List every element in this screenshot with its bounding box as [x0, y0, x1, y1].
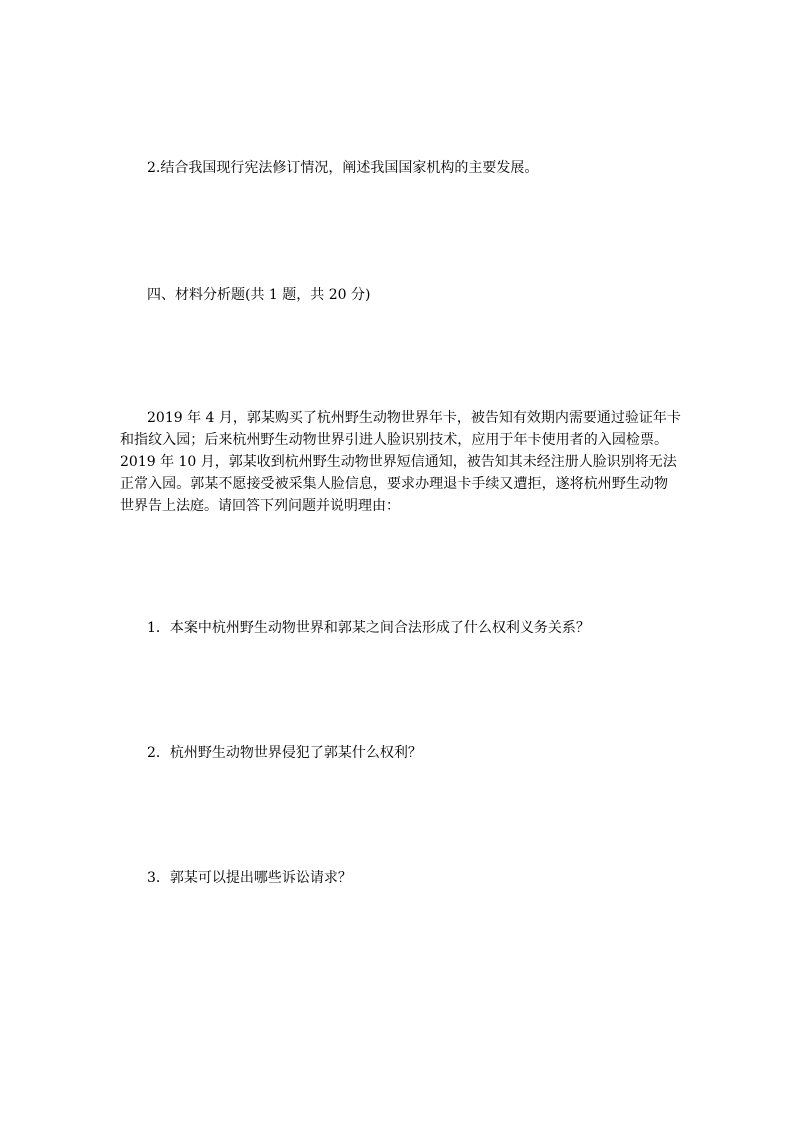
analysis-question-1: 1．本案中杭州野生动物世界和郭某之间合法形成了什么权利义务关系？: [147, 620, 590, 636]
material-line: 正常入园。郭某不愿接受被采集人脸信息，要求办理退卡手续又遭拒，遂将杭州野生动物: [120, 476, 668, 492]
essay-question-2: 2.结合我国现行宪法修订情况，阐述我国国家机构的主要发展。: [147, 160, 539, 176]
case-material: [120, 407, 681, 517]
section-heading: 四、材料分析题(共 1 题，共 20 分): [147, 287, 371, 303]
analysis-question-3: 3．郭某可以提出哪些诉讼请求？: [147, 870, 352, 886]
material-line: 2019 年 4 月，郭某购买了杭州野生动物世界年卡，被告知有效期内需要通过验证年卡: [147, 410, 681, 426]
analysis-question-2: 2．杭州野生动物世界侵犯了郭某什么权利？: [147, 745, 422, 761]
material-line: 世界告上法庭。请回答下列问题并说明理由：: [120, 498, 400, 514]
material-line: 和指纹入园；后来杭州野生动物世界引进人脸识别技术，应用于年卡使用者的入园检票。: [120, 432, 668, 448]
material-line: 2019 年 10 月，郭某收到杭州野生动物世界短信通知，被告知其未经注册人脸识别将无法: [120, 454, 677, 470]
